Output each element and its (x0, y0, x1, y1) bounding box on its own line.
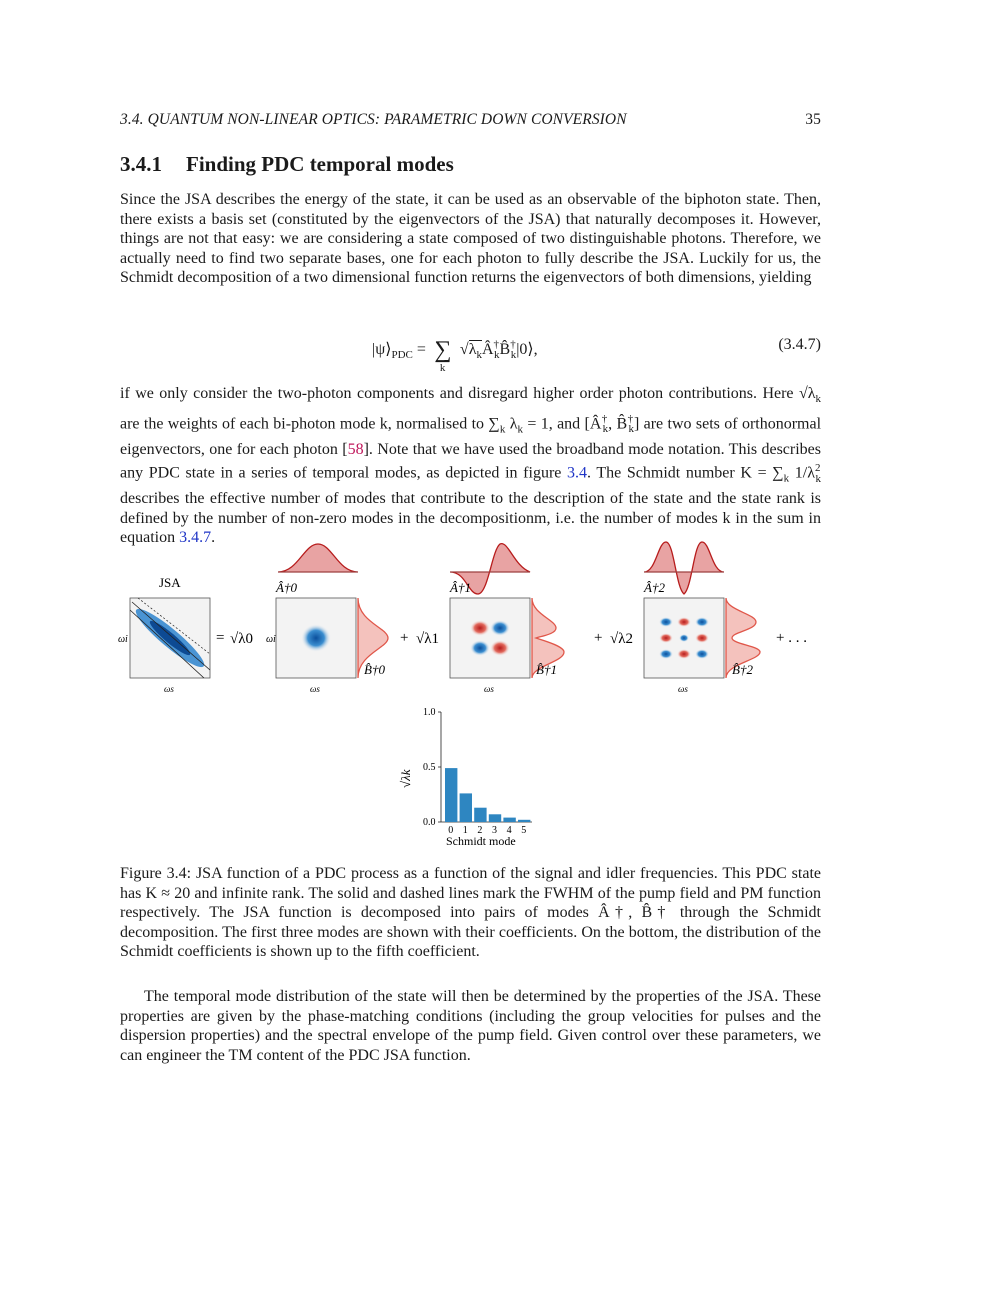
chart-bar-1 (460, 793, 472, 822)
figure-caption: Figure 3.4: JSA function of a PDC process as a function of the signal and idler frequencies. This PDC state has K ≈ 20 and infinite rank. The solid and dashed lines mark the FWHM of the pump field and PM function respectively. The JSA function is decomposed into pairs of modes Â†, B̂† through the Schmidt decomposition. The first three modes are shown with their coefficients. On the bottom, the distribution of the Schmidt coefficients is shown up to the fifth coefficient. (120, 865, 821, 960)
mode0-axis-y: ωi (266, 634, 276, 645)
ellipsis-term: + . . . (776, 630, 807, 646)
chart-y-tick-label: 0.0 (423, 817, 436, 828)
mode2-axis-x: ωs (678, 684, 688, 694)
chart-x-tick-3: 3 (492, 825, 497, 836)
jsa-axis-x: ωs (164, 684, 174, 694)
equation-number: (3.4.7) (778, 336, 821, 353)
mode2-pattern (659, 617, 709, 659)
paragraph-3: The temporal mode distribution of the state will then be determined by the properties of the JSA. These properties are given by the phase-matching conditions (including the group velocities for pulses and the dispersion properties) and the spectral envelope of the pump field. Given control over these parameters, we can engineer the TM content of the PDC JSA function. (120, 988, 821, 1064)
figure-ref-link[interactable]: 3.4 (567, 464, 588, 482)
mode0-blob (301, 624, 331, 652)
paragraph-1: Since the JSA describes the energy of the state, it can be used as an observable of the biphoton state. Then, there exists a basis set (constituted by the eigenvectors of the JSA) that naturally decomposes it. However, things are not that easy: we are considering a state composed of two distinguishable photons. Therefore, we actually need to find two separate bases, one for each photon to fully describe the JSA. Luckily for us, the Schmidt decomposition of a two dimensional function returns the eigenvectors of both dimensions, yielding (120, 191, 821, 286)
jsa-axis-y: ωi (118, 634, 128, 645)
mode0-axis-x: ωs (310, 684, 320, 694)
sum-symbol: ∑ k (434, 337, 452, 374)
chart-bar-3 (489, 814, 501, 822)
chart-bar-5 (518, 820, 530, 822)
section-title: Finding PDC temporal modes (186, 152, 454, 176)
figure-3-4 (110, 536, 830, 854)
coefficient-sqrt-lambda-0: √λ0 (230, 631, 254, 647)
coefficient-sqrt-lambda-2: √λ2 (610, 631, 634, 647)
equals-sign: = (216, 630, 225, 646)
mode1-a-label: Â†1 (450, 580, 471, 595)
chart-bar-4 (503, 818, 515, 822)
chart-x-tick-1: 1 (462, 825, 468, 836)
chart-y-tick-label: 0.5 (423, 762, 436, 773)
chart-x-tick-5: 5 (521, 825, 527, 836)
page-number: 35 (805, 111, 821, 128)
running-header (120, 111, 821, 129)
mode0-a-label: Â†0 (276, 580, 297, 595)
chart-x-tick-0: 0 (448, 825, 454, 836)
mode2-a-label: Â†2 (644, 580, 665, 595)
equation-ref-link[interactable]: 3.4.7 (179, 529, 212, 547)
chart-y-tick-label: 1.0 (423, 707, 436, 718)
chart-x-label: Schmidt mode (446, 834, 516, 848)
equation-body: $|\psi⟩_{PDC}$ = ∑ k $√\lambda_kÂ^\dagger_kB̂^\dagger_k|0⟩$, (372, 334, 538, 361)
section-number: 3.4.1 (120, 152, 162, 176)
mode1-blob-bl (470, 640, 490, 656)
mode1-axis-x: ωs (484, 684, 494, 694)
chart-x-tick-2: 2 (477, 825, 483, 836)
chart-bar-0 (445, 768, 457, 822)
mode1-blob-tr (490, 620, 510, 636)
chart-y-label: √λk (398, 769, 413, 788)
schmidt-chart (398, 707, 532, 848)
plus-sign-1: + (400, 630, 409, 646)
mode2-b-label: B̂†2 (732, 662, 753, 677)
equation-3-4-7 (120, 326, 821, 374)
section-heading (120, 152, 454, 177)
mode1-blob-br (490, 640, 510, 656)
mode0-b-label: B̂†0 (364, 662, 385, 677)
jsa-panel (130, 598, 210, 678)
plus-sign-2: + (594, 630, 603, 646)
jsa-title: JSA (159, 575, 181, 590)
mode1-panel (450, 598, 530, 678)
citation-link[interactable]: 58 (347, 440, 364, 458)
chart-x-tick-4: 4 (506, 825, 512, 836)
chart-bar-2 (474, 808, 486, 822)
mode0-a-curve (278, 544, 358, 572)
mode1-blob-tl (470, 620, 490, 636)
running-title: 3.4. QUANTUM NON-LINEAR OPTICS: PARAMETRIC DOWN CONVERSION (120, 111, 627, 128)
coefficient-sqrt-lambda-1: √λ1 (416, 631, 440, 647)
paragraph-2: if we only consider the two-photon components and disregard higher order photon contributions. Here $√\lambda_k$ are the weights of each bi-photon mode k, normalised to $\sum_k$ $\lambda_k = 1$, and [$Â^\dagger_k$, $B̂^\dagger_k$] are two sets of orthonormal eigenvectors, one for each photon [58]. Note that we have used the broadband mode notation. This describes any PDC state in a series of temporal modes, as depicted in figure 3.4. The Schmidt number $K = \sum_k$ $1/\lambda^2_k$ describes the effective number of modes that contribute to the description of the state and the state rank is defined by the number of non-zero modes in the decompositionm, i.e. the number of modes k in the sum in equation 3.4.7. (120, 385, 822, 547)
mode1-b-label: B̂†1 (536, 662, 557, 677)
